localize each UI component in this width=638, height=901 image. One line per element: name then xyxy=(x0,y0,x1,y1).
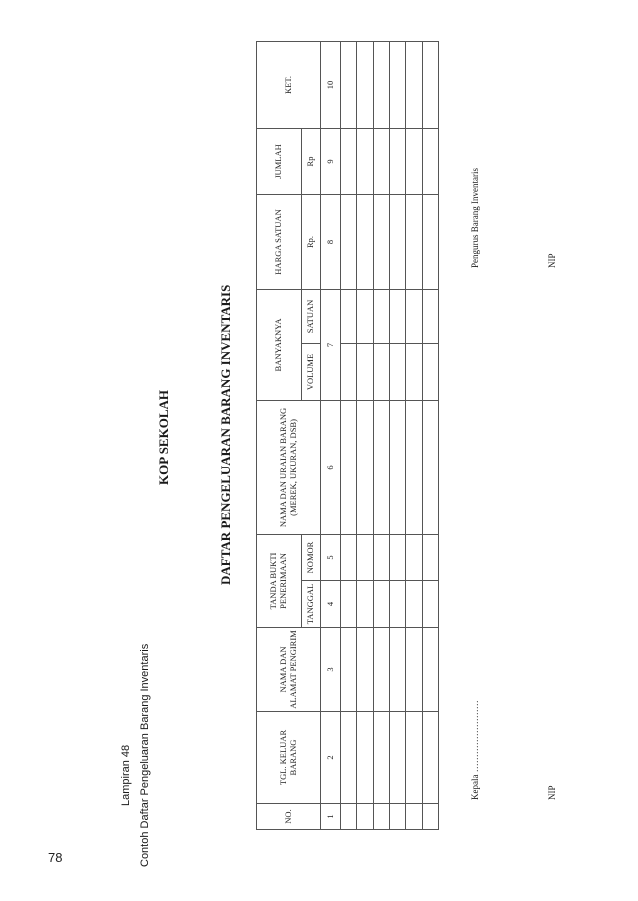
header-harga-satuan: HARGA SATUAN xyxy=(257,194,302,289)
column-number: 1 xyxy=(321,804,340,830)
kop-sekolah-heading: KOP SEKOLAH xyxy=(156,390,171,485)
nip-kepala-label: NIP xyxy=(547,785,557,800)
column-number: 7 xyxy=(321,289,340,400)
header-tanggal: TANGGAL xyxy=(301,581,320,628)
header-tanda-bukti: TANDA BUKTI PENERIMAAN xyxy=(257,534,302,627)
header-banyaknya: BANYAKNYA xyxy=(257,289,302,400)
header-uraian: NAMA DAN URAIAN BARANG (MEREK, UKURAN, DSB) xyxy=(257,400,321,534)
table-row xyxy=(389,41,405,829)
column-number: 2 xyxy=(321,712,340,804)
kepala-signature-label: Kepala …………………… xyxy=(470,700,480,800)
column-number: 4 xyxy=(321,581,340,628)
column-number: 10 xyxy=(321,41,340,128)
header-nama-pengirim: NAMA DAN ALAMAT PENGIRIM xyxy=(257,628,321,712)
header-volume: VOLUME xyxy=(301,343,320,400)
header-jumlah: JUMLAH xyxy=(257,128,302,194)
pengurus-signature-label: Pengurus Barang Inventaris xyxy=(470,168,480,268)
header-jumlah-unit: Rp xyxy=(301,128,320,194)
column-number: 8 xyxy=(321,194,340,289)
table-row xyxy=(406,41,422,829)
table-row xyxy=(340,41,356,829)
document-caption: Contoh Daftar Pengeluaran Barang Inventaris xyxy=(139,643,151,867)
lampiran-label: Lampiran 48 xyxy=(120,744,132,806)
header-nomor: NOMOR xyxy=(301,534,320,580)
column-number: 3 xyxy=(321,628,340,712)
table-row xyxy=(422,41,438,829)
header-satuan: SATUAN xyxy=(301,289,320,343)
header-no: NO. xyxy=(257,804,321,830)
column-number: 9 xyxy=(321,128,340,194)
inventory-table-rotated xyxy=(256,42,439,830)
header-ket: KET. xyxy=(257,41,321,128)
nip-pengurus-label: NIP xyxy=(547,253,557,268)
table-row xyxy=(373,41,389,829)
header-harga-unit: Rp. xyxy=(301,194,320,289)
document-title: DAFTAR PENGELUARAN BARANG INVENTARIS xyxy=(218,284,233,585)
inventory-table xyxy=(256,41,439,830)
column-number: 5 xyxy=(321,534,340,580)
column-number: 6 xyxy=(321,400,340,534)
table-row xyxy=(357,41,373,829)
header-tgl-keluar: TGL. KELUAR BARANG xyxy=(257,712,321,804)
page-number: 78 xyxy=(48,850,63,865)
